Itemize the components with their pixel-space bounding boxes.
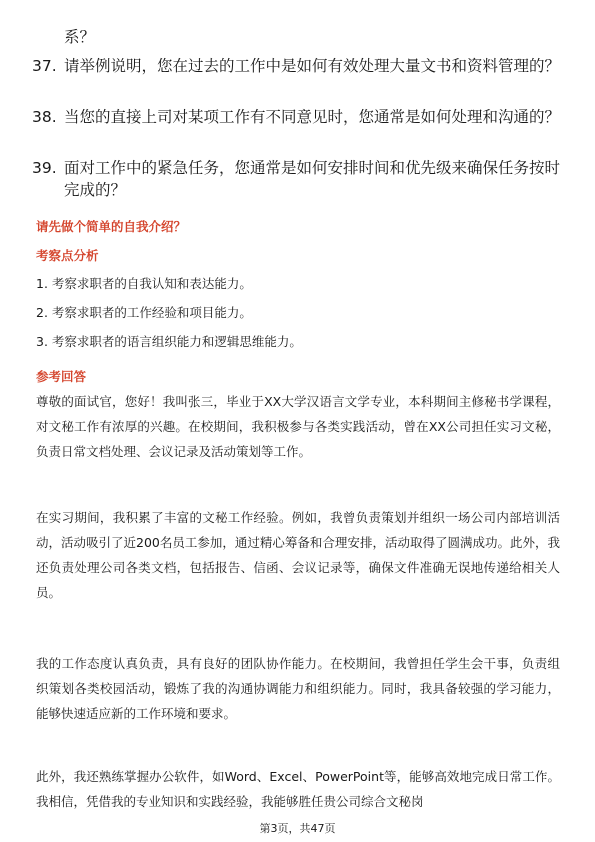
answer-paragraph-1: 尊敬的面试官，您好！我叫张三，毕业于XX大学汉语言文学专业，本科期间主修秘书学课程，对文秘工作有浓厚的兴趣。在校期间，我积极参与各类实践活动，曾在XX公司担任实习文秘，负责日常文档处理、会议记录及活动策划等工作。	[36, 394, 560, 459]
analysis-item: 2. 考察求职者的工作经验和项目能力。	[36, 305, 252, 320]
question-text: 请举例说明，您在过去的工作中是如何有效处理大量文书和资料管理的？	[64, 57, 561, 75]
question-number: 38.	[32, 108, 57, 126]
answer-heading: 参考回答	[36, 369, 87, 384]
question-continuation: 系？	[64, 28, 96, 46]
analysis-heading: 考察点分析	[36, 248, 99, 263]
page-number: 第3页，共47页	[259, 822, 336, 835]
answer-paragraph-2: 在实习期间，我积累了丰富的文秘工作经验。例如，我曾负责策划并组织一场公司内部培训活动，活动吸引了近200名员工参加，通过精心筹备和合理安排，活动取得了圆满成功。此外，我还负责处理公司各类文档，包括报告、信函、会议记录等，确保文件准确无误地传递给相关人员。	[36, 510, 560, 600]
answer-paragraph-4: 此外，我还熟练掌握办公软件，如Word、Excel、PowerPoint等，能够高效地完成日常工作。我相信，凭借我的专业知识和实践经验，我能够胜任贵公司综合文秘岗	[36, 769, 560, 809]
question-number: 37.	[32, 57, 57, 75]
section-title: 请先做个简单的自我介绍？	[36, 219, 187, 234]
analysis-item: 1. 考察求职者的自我认知和表达能力。	[36, 276, 252, 291]
question-text: 面对工作中的紧急任务，您通常是如何安排时间和优先级来确保任务按时完成的？	[64, 159, 561, 199]
question-number: 39.	[32, 159, 57, 177]
answer-paragraph-3: 我的工作态度认真负责，具有良好的团队协作能力。在校期间，我曾担任学生会干事，负责组织策划各类校园活动，锻炼了我的沟通协调能力和组织能力。同时，我具备较强的学习能力，能够快速适应新的工作环境和要求。	[36, 656, 560, 721]
analysis-item: 3. 考察求职者的语言组织能力和逻辑思维能力。	[36, 334, 302, 349]
question-text: 当您的直接上司对某项工作有不同意见时，您通常是如何处理和沟通的？	[64, 108, 561, 126]
